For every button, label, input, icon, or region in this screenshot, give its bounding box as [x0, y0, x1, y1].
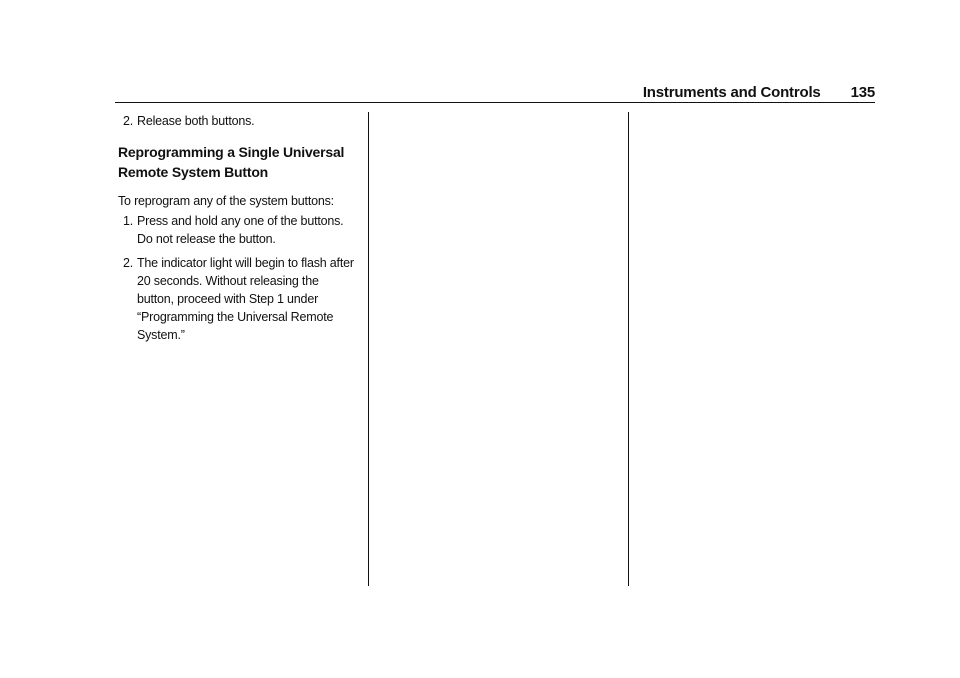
page-number: 135 [850, 84, 875, 101]
intro-paragraph: To reprogram any of the system buttons: [118, 194, 334, 208]
section-title: Instruments and Controls [642, 84, 821, 101]
column-divider-left [368, 112, 369, 586]
header-rule [115, 102, 875, 103]
continued-step [123, 112, 358, 130]
step-number: 2. [123, 114, 134, 128]
step-text: Release both buttons. [137, 114, 255, 128]
step-number: 1. [123, 214, 134, 228]
running-header [115, 84, 875, 101]
step-text: The indicator light will begin to flash after 20 seconds. Without releasing the button, proceed with Step 1 under “Programming the Universal Remote System.” [137, 256, 354, 342]
list-item [123, 254, 358, 344]
step-text: Press and hold any one of the buttons. Do not release the button. [137, 214, 344, 246]
step-number: 2. [123, 256, 134, 270]
section-subheading: Reprogramming a Single Universal Remote System Button [118, 144, 345, 180]
column-divider-right [628, 112, 629, 586]
step-list [118, 212, 358, 344]
list-item [123, 212, 358, 248]
left-column [118, 112, 358, 350]
